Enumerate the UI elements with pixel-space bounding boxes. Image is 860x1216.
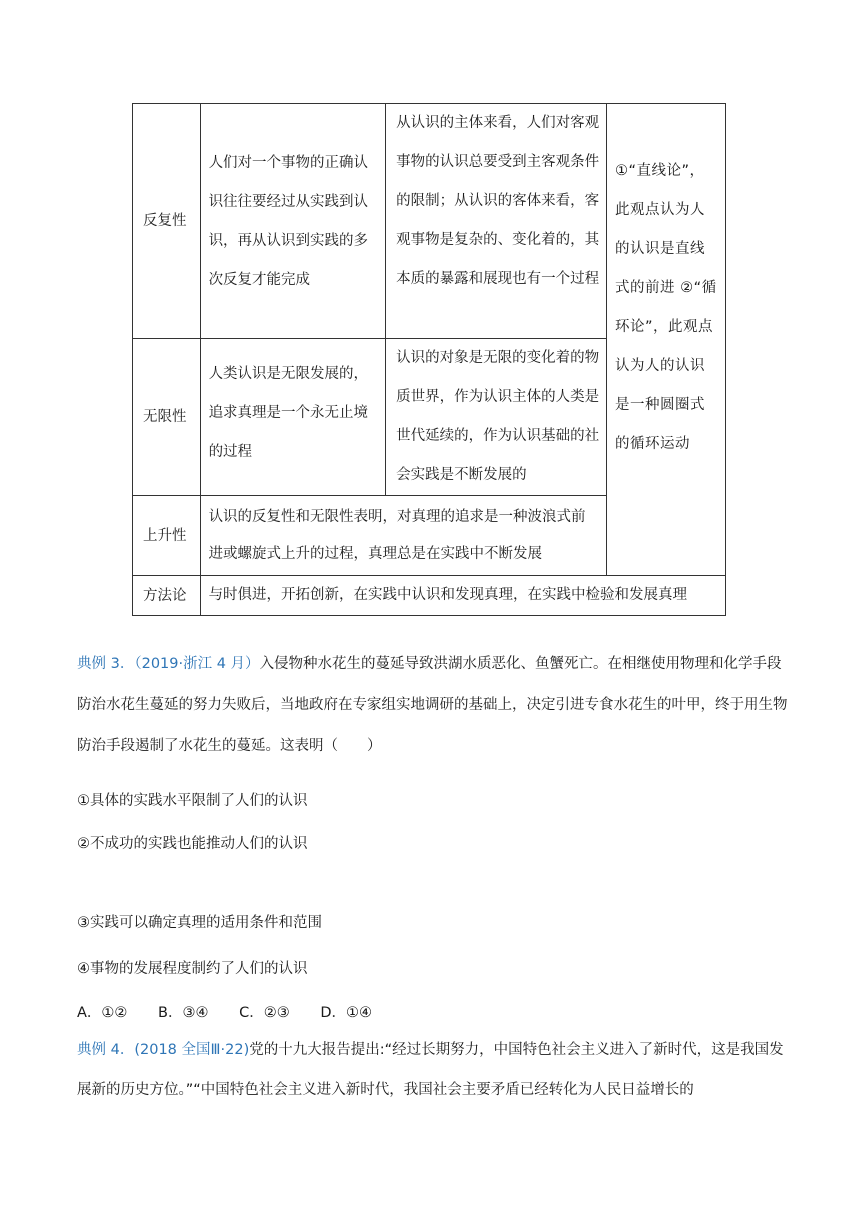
example3-item-3: ③实践可以确定真理的适用条件和范围 [77, 915, 322, 931]
example3-item-4: ④事物的发展程度制约了人们的认识 [77, 961, 308, 977]
choice-b: B．③④ [158, 1005, 209, 1021]
example3-tag: 典例 3． [77, 656, 135, 672]
example3-choices [77, 1003, 793, 1023]
choice-c: C．②③ [239, 1005, 290, 1021]
row-label-infinite: 无限性 [133, 339, 201, 496]
example3-source: （2019·浙江 4 月） [134, 656, 260, 672]
row-label-method: 方法论 [133, 576, 201, 616]
row-label-ascending: 上升性 [133, 496, 201, 576]
row-content-repetitive: 人们对一个事物的正确认识往往要经过从实践到认识，再从认识到实践的多次反复才能完成 [200, 104, 386, 339]
example4-question: 党的十九大报告提出:“经过长期努力，中国特色社会主义进入了新时代，这是我国发展新的历史方位。”“中国特色社会主义进入新时代，我国社会主要矛盾已经转化为人民日益增长的 [77, 1042, 784, 1098]
row-label-repetitive: 反复性 [133, 104, 201, 339]
row-reason-infinite: 认识的对象是无限的变化着的物质世界，作为认识主体的人类是世代延续的，作为认识基础的社会实践是不断发展的 [386, 339, 607, 496]
example4-tag: 典例 4． [77, 1042, 135, 1058]
row-reason-repetitive: 从认识的主体来看，人们对客观事物的认识总要受到主客观条件的限制；从认识的客体来看，客观事物是复杂的、变化着的，其本质的暴露和展现也有一个过程 [386, 104, 607, 339]
example3-item-1: ①具体的实践水平限制了人们的认识 [77, 793, 308, 809]
row-content-infinite: 人类认识是无限发展的，追求真理是一个永无止境的过程 [200, 339, 386, 496]
knowledge-table [132, 103, 726, 616]
choice-d: D．①④ [320, 1005, 372, 1021]
example3-stem [77, 644, 793, 767]
example3-item-2: ②不成功的实践也能推动人们的认识 [77, 836, 308, 852]
example3-question: 入侵物种水花生的蔓延导致洪湖水质恶化、鱼蟹死亡。在相继使用物理和化学手段防治水花生蔓延的努力失败后，当地政府在专家组实地调研的基础上，决定引进专食水花生的叶甲，终于用生物防治手段遏制了水花生的蔓延。这表明（ ） [77, 656, 788, 754]
choice-a: A．①② [77, 1005, 128, 1021]
example4-source: (2018 全国Ⅲ·22) [134, 1042, 250, 1058]
row-content-method: 与时俱进，开拓创新，在实践中认识和发现真理，在实践中检验和发展真理 [200, 576, 725, 616]
row-content-ascending: 认识的反复性和无限性表明，对真理的追求是一种波浪式前进或螺旋式上升的过程，真理总是在实践中不断发展 [200, 496, 606, 576]
example4-stem [77, 1030, 793, 1110]
errors-cell: ①“直线论”，此观点认为人的认识是直线式的前进 ②“循环论”，此观点认为人的认识是一种圆圈式的循环运动 [606, 104, 725, 576]
